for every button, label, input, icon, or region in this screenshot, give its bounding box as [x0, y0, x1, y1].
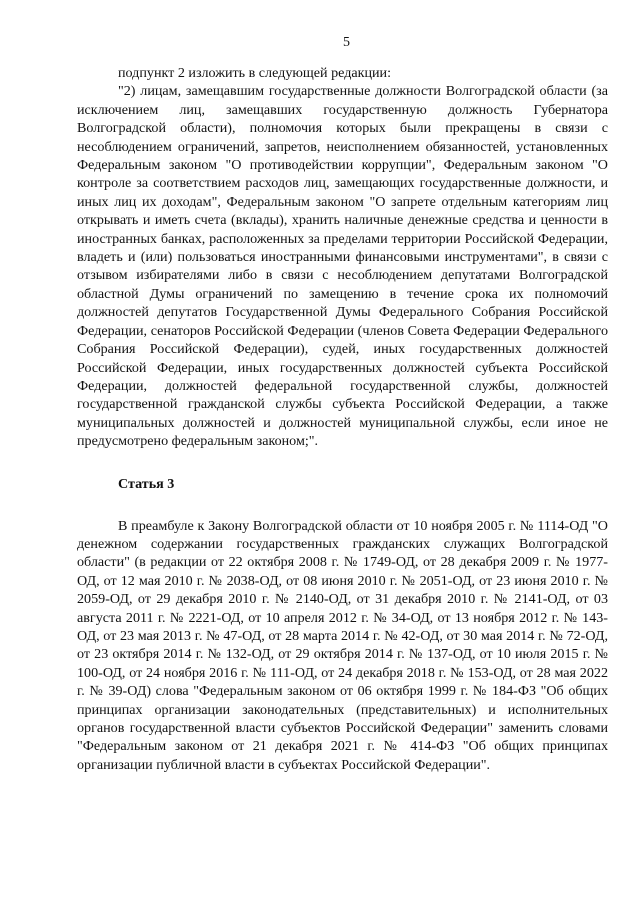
- article-3-text: В преамбуле к Закону Волгоградской области от 10 ноября 2005 г. № 1114-ОД "О денежном содержании государственных гражданских служащих Волгоградской области" (в редакции от 22 октября 2008 г. № 1749-ОД, от 28 декабря 2009 г. № 1977-ОД, от 12 мая 2010 г. № 2038-ОД, от 08 июня 2010 г. № 2051-ОД, от 23 июня 2010 г. № 2059-ОД, от 29 декабря 2010 г. № 2140-ОД, от 31 декабря 2010 г. № 2141-ОД, от 03 августа 2011 г. № 2221-ОД, от 10 апреля 2012 г. № 34-ОД, от 13 ноября 2012 г. № 143-ОД, от 23 мая 2013 г. № 47-ОД, от 28 марта 2014 г. № 42-ОД, от 30 мая 2014 г. № 72-ОД, от 23 октября 2014 г. № 132-ОД, от 29 октября 2014 г. № 137-ОД, от 10 июля 2015 г. № 100-ОД, от 24 ноября 2016 г. № 111-ОД, от 24 декабря 2018 г. № 153-ОД, от 28 мая 2022 г. № 39-ОД) слова "Федеральным законом от 06 октября 1999 г. № 184-ФЗ "Об общих принципах организации законодательных (представительных) и исполнительных органов государственной власти субъектов Российской Федерации" заменить словами "Федеральным законом от 21 декабря 2021 г. № 414-ФЗ "Об общих принципах организации публичной власти в субъектах Российской Федерации".: [77, 517, 608, 773]
- document-page: [77, 34, 608, 774]
- page-number: 5: [343, 35, 350, 50]
- paragraph-subpoint-2: "2) лицам, замещавшим государственные должности Волгоградской области (за исключением лиц, замещавших государственную должность Губернатора Волгоградской области), полномочия которых были прекращены в связи с несоблюдением ограничений, запретов, неисполнением обязанностей, установленных Федеральным законом "О противодействии коррупции", Федеральным законом "О контроле за соответствием расходов лиц, замещающих государственные должности, и иных лиц их доходам", Федеральным законом "О запрете отдельным категориям лиц открывать и иметь счета (вклады), хранить наличные денежные средства и ценности в иностранных банках, расположенных за пределами территории Российской Федерации, владеть и (или) пользоваться иностранными финансовыми инструментами", в связи с отзывом избирателями либо в связи с несоблюдением депутатами Волгоградской областной Думы ограничений по замещению в течение срока их полномочий должностей депутатов Государственной Думы Федерального Собрания Российской Федерации, сенаторов Российской Федерации (членов Совета Федерации Федерального Собрания Российской Федерации), судей, иных государственных должностей Российской Федерации, иных государственных должностей субъекта Российской Федерации, должностей федеральной государственной службы, должностей государственной гражданской службы субъекта Российской Федерации, а также муниципальных должностей и должностей муниципальной службы, если иное не предусмотрено федеральным законом;".: [77, 83, 608, 450]
- paragraph-intro: подпункт 2 изложить в следующей редакции:: [118, 65, 392, 81]
- article-heading: Статья 3: [118, 475, 175, 492]
